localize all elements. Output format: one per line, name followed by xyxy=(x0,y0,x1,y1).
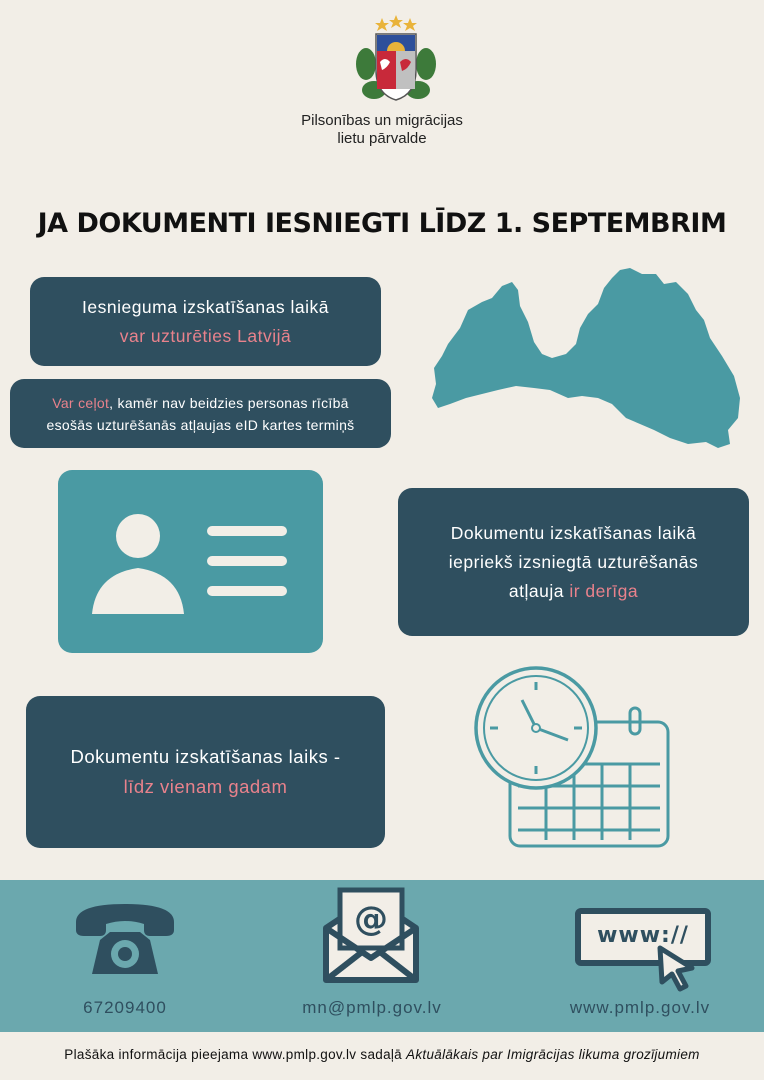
info-box-valid-text-line1: Dokumentu izskatīšanas laikā xyxy=(450,522,697,543)
email-envelope-icon xyxy=(322,886,420,986)
agency-name-line2: lietu pārvalde xyxy=(337,130,427,147)
clock-icon xyxy=(476,668,596,788)
info-box-valid-text-line2: iepriekš izsniegtā uzturēšanās xyxy=(448,551,699,572)
info-box-travel-highlight: Var ceļot xyxy=(52,394,110,411)
info-box-duration-highlight: līdz vienam gadam xyxy=(123,776,288,797)
cursor-arrow-icon xyxy=(654,944,698,992)
website-link[interactable]: www.pmlp.gov.lv xyxy=(569,998,711,1017)
coat-of-arms-icon xyxy=(352,14,440,106)
info-box-duration-text: Dokumentu izskatīšanas laiks - xyxy=(70,746,341,767)
info-box-valid xyxy=(398,488,749,636)
agency-name xyxy=(0,112,764,148)
email-address[interactable]: mn@pmlp.gov.lv xyxy=(302,998,442,1017)
info-box-travel-text-line2: esošās uzturēšanās atļaujas eID kartes termiņš xyxy=(46,416,355,433)
info-box-stay-highlight: var uzturēties Latvijā xyxy=(119,325,292,346)
info-box-duration xyxy=(26,696,385,848)
web-icon-text: www:// xyxy=(597,922,689,948)
page-title: JA DOKUMENTI IESNIEGTI LĪDZ 1. SEPTEMBRIM xyxy=(37,208,727,239)
footer-note-italic: Aktuālākais par Imigrācijas likuma grozījumiem xyxy=(406,1047,700,1062)
info-box-valid-highlight: ir derīga xyxy=(569,580,639,601)
agency-name-line1: Pilsonības un migrācijas xyxy=(301,112,463,129)
info-box-travel xyxy=(10,379,391,448)
info-box-valid-text-line3: atļauja xyxy=(508,580,570,601)
id-card-icon xyxy=(58,470,323,653)
phone-icon xyxy=(70,896,180,978)
svg-text:@: @ xyxy=(354,899,388,939)
footer-note-text: Plašāka informācija pieejama www.pmlp.gov.lv sadaļā xyxy=(64,1047,407,1062)
info-box-stay xyxy=(30,277,381,366)
footer-note xyxy=(0,1047,764,1062)
clock-calendar-illustration xyxy=(470,664,680,854)
info-box-stay-text: Iesnieguma izskatīšanas laikā xyxy=(82,296,329,317)
phone-number[interactable]: 67209400 xyxy=(83,998,167,1017)
info-box-travel-text: , kamēr nav beidzies personas rīcībā xyxy=(109,394,349,411)
latvia-map-icon xyxy=(430,258,745,450)
